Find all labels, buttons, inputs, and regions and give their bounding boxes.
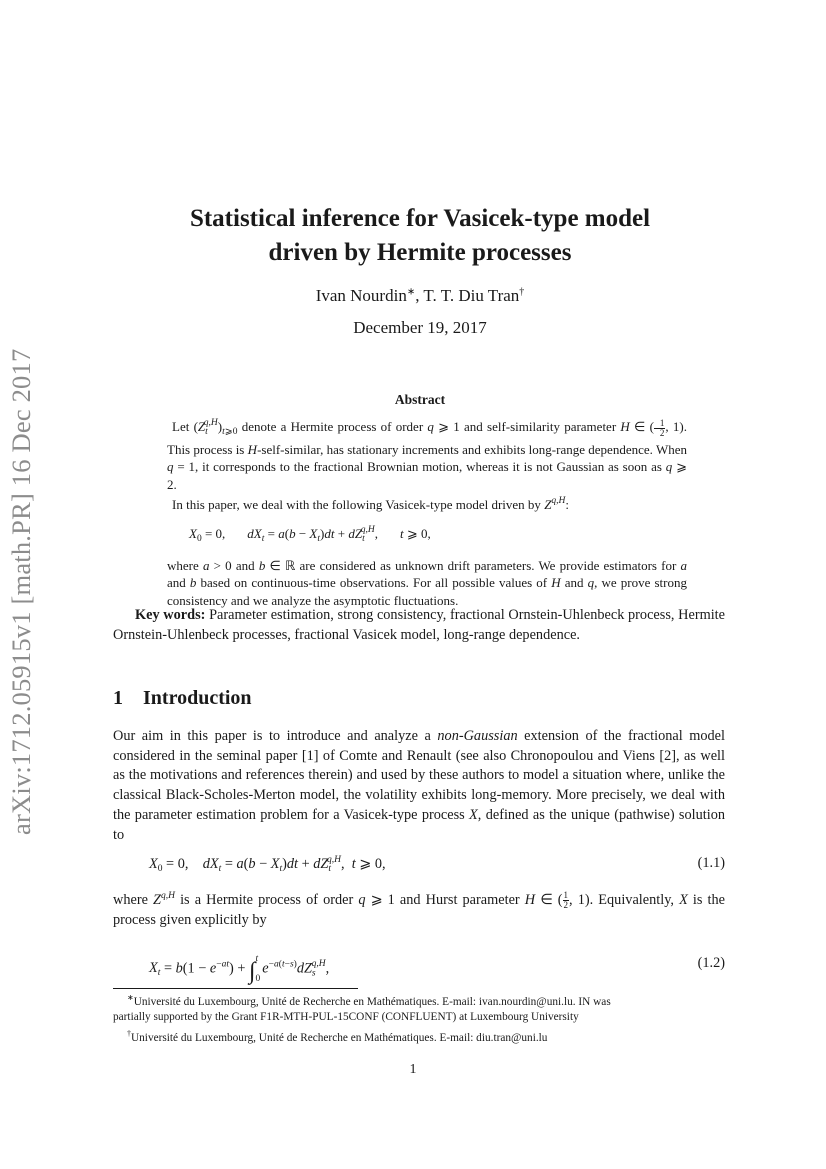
abstract-paragraph: where a > 0 and b ∈ ℝ are considered as unknown drift parameters. We provide estimators for a and b based on continuous-time observations. For all possible values of H and q, we prove strong consistency and we analyze the asymptotic fluctuations.: [167, 558, 687, 608]
paper-title: [110, 202, 730, 270]
section-heading: [113, 687, 252, 710]
abstract-body: [167, 415, 687, 609]
intro-paragraph-continued: where $Z^{q,H}$ is a Hermite process of order q ⩾ 1 and Hurst parameter H ∈ ( $\frac{1}{2}$ , 1). Equivalently, X is the process given explicitly by: [113, 890, 726, 928]
footnotes: [113, 990, 725, 1046]
footnote-divider: [113, 988, 358, 989]
author-list: Ivan Nourdin∗, T. T. Diu Tran†: [315, 286, 525, 305]
author-name: Ivan Nourdin: [315, 286, 407, 305]
paper-date: December 19, 2017: [353, 318, 487, 337]
abstract-paragraph: Let $(Z_t^{q,H})_{t⩾0}$ denote a Hermite process of order q ⩾ 1 and self-similarity parameter H ∈ ( $\frac{1}{2}$ , 1). This process is H-self-similar, has stationary increments and exhibits long-range dependence. When q = 1, it corresponds to the fractional Brownian motion, whereas it is not Gaussian as soon as q ⩾ 2.: [167, 417, 687, 492]
footnote-marker: ∗: [406, 286, 416, 298]
author-name: T. T. Diu Tran: [423, 286, 520, 305]
title-line-2: driven by Hermite processes: [268, 239, 572, 266]
equation-1-1: $X_0 = 0$, $dX_t = a(b - X_t)dt + dZ_t^{q,H}$, t ⩾ 0, (1.1): [149, 855, 725, 874]
keywords-label: Key words:: [135, 607, 206, 623]
abstract-equation: $X_0 = 0$, $dX_t = a(b - X_t)dt + dZ_t^{q,H}$, t ⩾ 0,: [189, 525, 431, 545]
footnote-marker: †: [519, 286, 525, 298]
section-number: 1: [113, 687, 123, 709]
title-line-1: Statistical inference for Vasicek-type model: [189, 205, 651, 232]
equation-1-2: $X_t = b(1 - e^{-at})$ + ∫ t 0 $e^{-a(t-s)}dZ_s^{q,H}$, (1.2): [149, 954, 725, 985]
equation-tag: (1.1): [697, 855, 725, 871]
footnote-1-continued: partially supported by the Grant F1R-MTH-PUL-15CONF (CONFLUENT) at Luxembourg University: [113, 1011, 579, 1024]
keywords-text: Parameter estimation, strong consistency, fractional Ornstein-Uhlenbeck process, Hermite Ornstein-Uhlenbeck processes, fractional Vasicek model, long-range dependence.: [113, 607, 725, 643]
footnote-1: ∗Université du Luxembourg, Unité de Recherche en Mathématiques. E-mail: ivan.nourdin@uni.lu. IN was: [127, 993, 611, 1008]
equation-tag: (1.2): [697, 955, 725, 971]
arxiv-identifier: arXiv:1712.05915v1 [math.PR] 16 Dec 2017: [6, 348, 36, 835]
abstract-heading: Abstract: [394, 392, 446, 407]
abstract-paragraph: In this paper, we deal with the following Vasicek-type model driven by $Z^{q,H}$:: [172, 495, 570, 512]
footnote-2: †Université du Luxembourg, Unité de Recherche en Mathématiques. E-mail: diu.tran@uni.lu: [127, 1028, 548, 1044]
section-title: Introduction: [143, 687, 252, 709]
page-number: 1: [409, 1062, 417, 1077]
keywords: [113, 606, 725, 645]
intro-paragraph: Our aim in this paper is to introduce and analyze a non-Gaussian extension of the fractional model considered in the seminal paper [1] of Comte and Renault (see also Chronopoulou and Viens [2], as well as the motivations and references therein) and used by these authors to model a situation where, unlike the classical Black-Scholes-Merton model, the volatility exhibits long-memory. More precisely, we deal with the parameter estimation problem for a Vasicek-type process X, defined as the unique (pathwise) solution to: [113, 728, 725, 843]
